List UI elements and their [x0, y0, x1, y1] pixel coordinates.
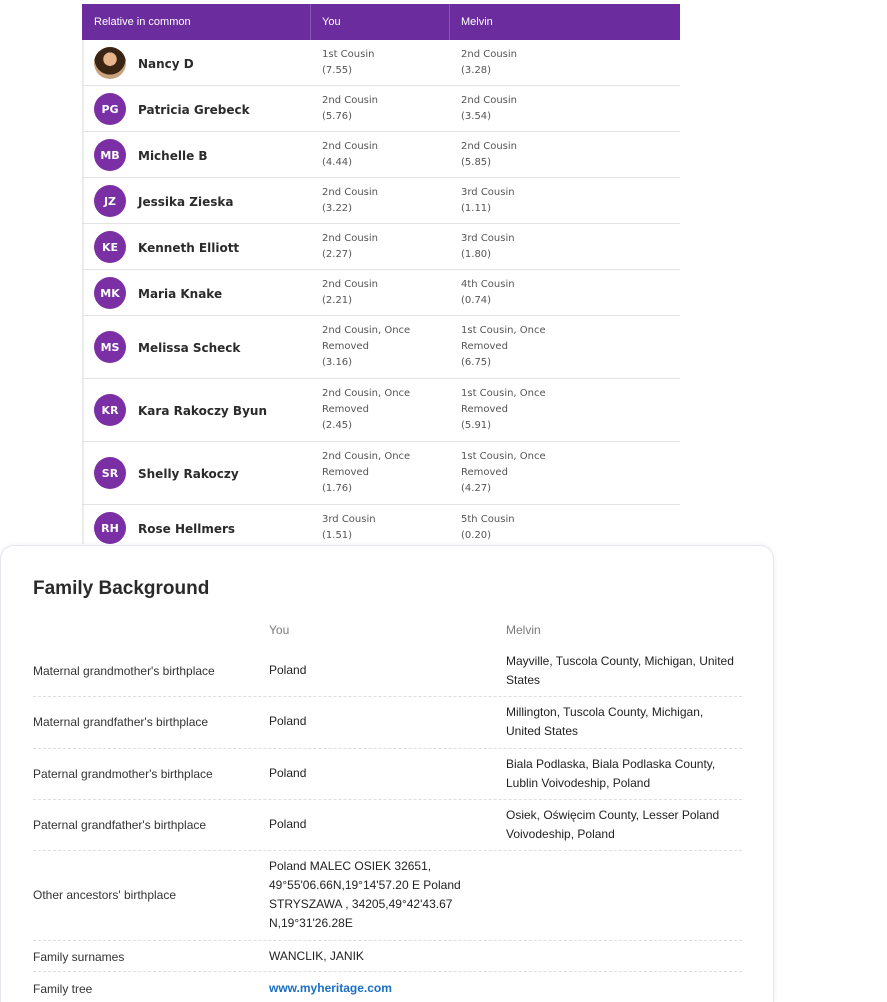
background-row [33, 851, 742, 941]
value-melvin: Biala Podlaska, Biala Podlaska County, Lublin Voivodeship, Poland [506, 757, 716, 790]
header-divider [449, 4, 450, 40]
avatar-initials[interactable]: RH [94, 512, 126, 544]
relative-name[interactable]: Michelle B [138, 149, 208, 163]
relative-row[interactable] [82, 442, 680, 505]
relationship-you: 2nd Cousin (2.27) [322, 233, 378, 260]
value-you: Poland MALEC OSIEK 32651, 49°55'06.66N,19°14'57.20 E Poland STRYSZAWA , 34205,49°42'43.67 N,19°31'26.28E [269, 859, 461, 930]
relationship-melvin: 2nd Cousin (5.85) [461, 141, 517, 168]
relative-row[interactable] [82, 270, 680, 316]
relative-name[interactable]: Shelly Rakoczy [138, 467, 239, 481]
relationship-melvin: 1st Cousin, Once Removed (6.75) [461, 325, 546, 368]
avatar-initials[interactable]: MS [94, 331, 126, 363]
relative-name[interactable]: Kara Rakoczy Byun [138, 404, 267, 418]
value-you: Poland [269, 714, 307, 728]
background-row [33, 697, 742, 749]
relationship-melvin: 1st Cousin, Once Removed (4.27) [461, 451, 546, 494]
relationship-you: 2nd Cousin, Once Removed (1.76) [322, 451, 411, 494]
relative-row[interactable] [82, 86, 680, 132]
header-relative: Relative in common [94, 16, 191, 28]
relationship-you: 2nd Cousin, Once Removed (2.45) [322, 388, 411, 431]
relationship-melvin: 3rd Cousin (1.80) [461, 233, 515, 260]
relative-row[interactable] [82, 505, 680, 544]
value-you: Poland [269, 766, 307, 780]
relationship-you: 2nd Cousin (3.22) [322, 187, 378, 214]
avatar-initials[interactable]: SR [94, 457, 126, 489]
column-header-you: You [269, 623, 290, 637]
relationship-melvin: 3rd Cousin (1.11) [461, 187, 515, 214]
relative-row[interactable] [82, 132, 680, 178]
background-row [33, 800, 742, 851]
relatives-table [82, 4, 680, 544]
relationship-melvin: 5th Cousin (0.20) [461, 514, 515, 541]
relative-row[interactable] [82, 379, 680, 442]
row-label: Other ancestors' birthplace [33, 888, 177, 902]
row-label: Family surnames [33, 950, 125, 964]
relationship-you: 2nd Cousin (4.44) [322, 141, 378, 168]
value-melvin: Millington, Tuscola County, Michigan, United States [506, 705, 704, 738]
header-divider [310, 4, 311, 40]
avatar-initials[interactable]: JZ [94, 185, 126, 217]
family-background-card [0, 545, 774, 1002]
value-you: WANCLIK, JANIK [269, 949, 364, 963]
background-row [33, 941, 742, 972]
background-row [33, 972, 742, 1002]
background-row [33, 749, 742, 800]
background-row [33, 646, 742, 697]
row-label: Maternal grandmother's birthplace [33, 664, 215, 678]
relative-name[interactable]: Maria Knake [138, 287, 223, 301]
avatar-initials[interactable]: MK [94, 277, 126, 309]
relationship-you: 1st Cousin (7.55) [322, 49, 375, 76]
section-title: Family Background [33, 578, 210, 599]
relatives-table-header [82, 4, 680, 40]
row-label: Family tree [33, 982, 93, 996]
avatar-initials[interactable]: KE [94, 231, 126, 263]
value-melvin: Osiek, Oświęcim County, Lesser Poland Voivodeship, Poland [506, 808, 720, 841]
relationship-melvin: 2nd Cousin (3.54) [461, 95, 517, 122]
header-melvin: Melvin [461, 16, 493, 28]
avatar-photo[interactable] [94, 47, 126, 79]
relative-row[interactable] [82, 316, 680, 379]
row-label: Paternal grandmother's birthplace [33, 767, 213, 781]
value-you: Poland [269, 817, 307, 831]
value-melvin: Mayville, Tuscola County, Michigan, United States [506, 654, 734, 687]
relative-name[interactable]: Rose Hellmers [138, 522, 236, 536]
relative-name[interactable]: Melissa Scheck [138, 341, 241, 355]
relative-row[interactable] [82, 178, 680, 224]
relationship-you: 2nd Cousin (2.21) [322, 279, 378, 306]
family-tree-link[interactable]: www.myheritage.com [269, 981, 392, 995]
row-label: Maternal grandfather's birthplace [33, 715, 209, 729]
relative-row[interactable] [82, 224, 680, 270]
row-label: Paternal grandfather's birthplace [33, 818, 207, 832]
avatar-initials[interactable]: PG [94, 93, 126, 125]
relative-name[interactable]: Patricia Grebeck [138, 103, 250, 117]
relative-name[interactable]: Kenneth Elliott [138, 241, 240, 255]
relationship-you: 2nd Cousin, Once Removed (3.16) [322, 325, 411, 368]
avatar-initials[interactable]: MB [94, 139, 126, 171]
avatar-initials[interactable]: KR [94, 394, 126, 426]
relationship-melvin: 4th Cousin (0.74) [461, 279, 515, 306]
relative-name[interactable]: Nancy D [138, 57, 194, 71]
relative-row[interactable] [82, 40, 680, 86]
relationship-you: 3rd Cousin (1.51) [322, 514, 376, 541]
relative-name[interactable]: Jessika Zieska [138, 195, 234, 209]
relationship-you: 2nd Cousin (5.76) [322, 95, 378, 122]
relationship-melvin: 1st Cousin, Once Removed (5.91) [461, 388, 546, 431]
header-you: You [322, 16, 341, 28]
column-header-melvin: Melvin [506, 623, 541, 637]
value-you: Poland [269, 663, 307, 677]
relationship-melvin: 2nd Cousin (3.28) [461, 49, 517, 76]
